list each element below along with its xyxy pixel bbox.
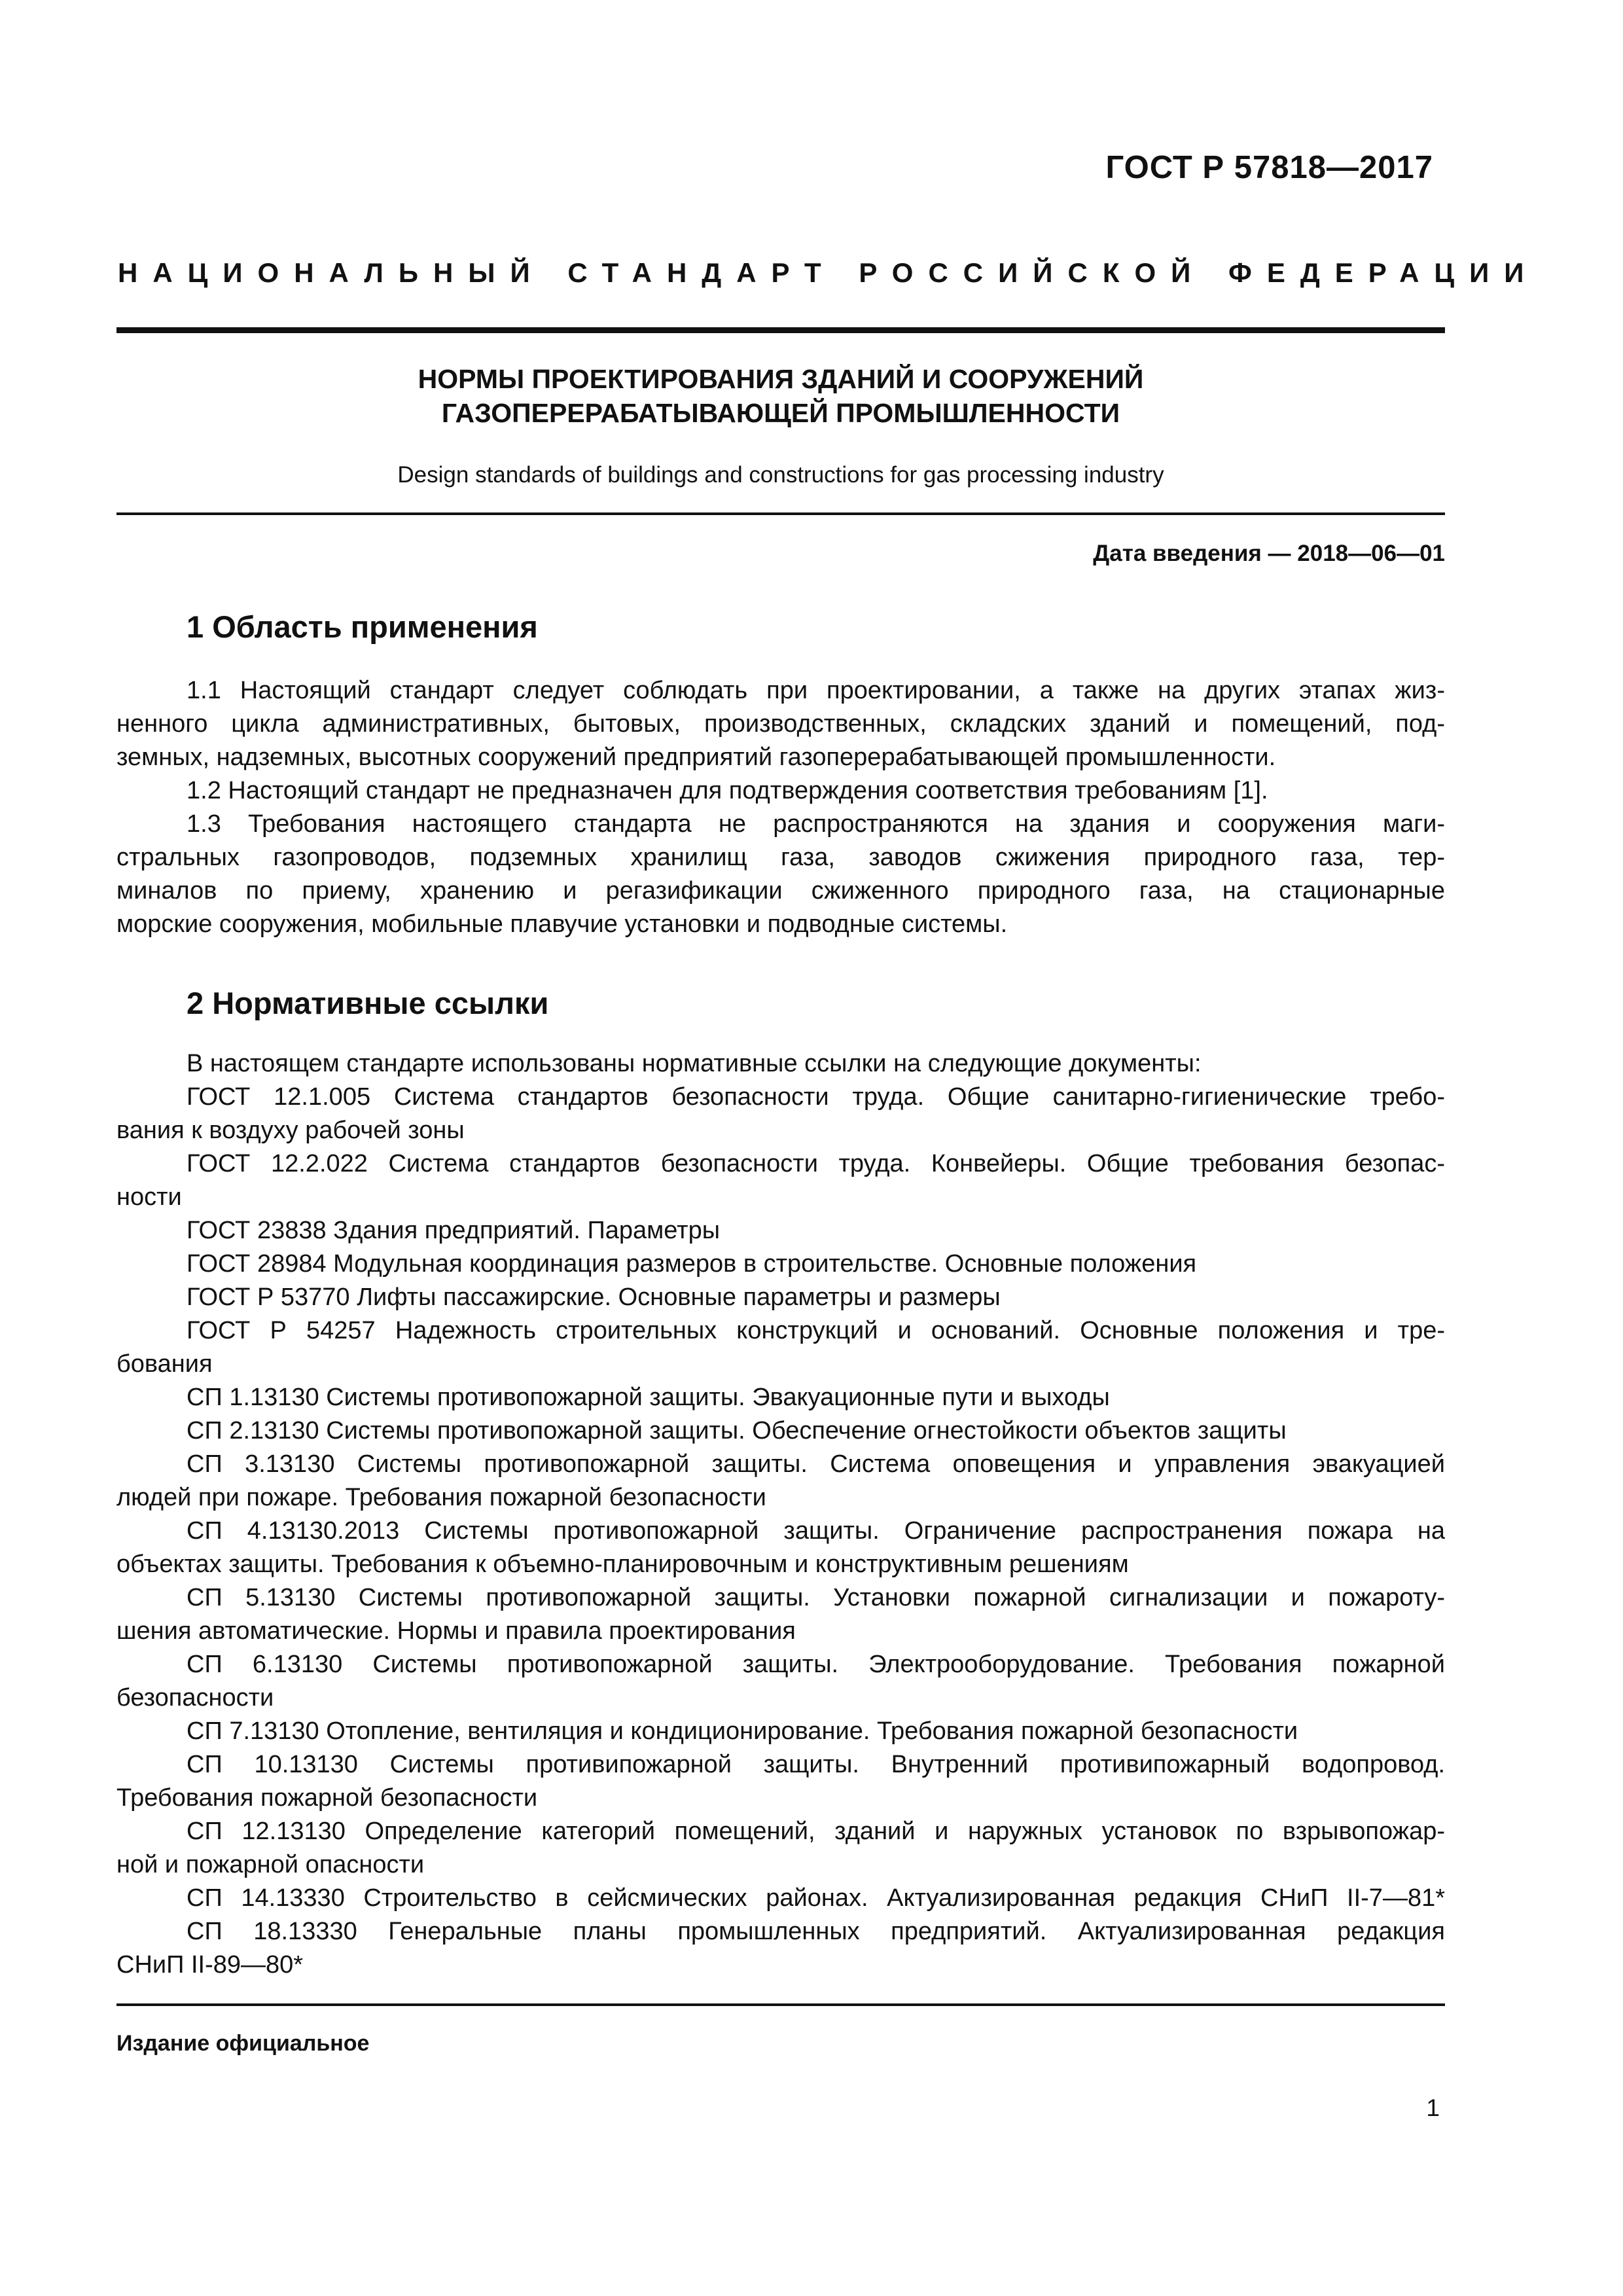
reference-line: ГОСТ Р 54257 Надежность строительных конструкций и оснований. Основные положения и тре- xyxy=(187,1317,1445,1344)
doc-number: ГОСТ Р 57818—2017 xyxy=(1105,150,1433,185)
reference-line: СП 1.13130 Системы противопожарной защиты. Эвакуационные пути и выходы xyxy=(187,1384,1110,1411)
paragraph-line: миналов по приему, хранению и регазификации сжиженного природного газа, на стационарные xyxy=(116,877,1445,905)
reference-line: СП 4.13130.2013 Системы противопожарной защиты. Ограничение распространения пожара на xyxy=(187,1517,1445,1545)
paragraph-line: морские сооружения, мобильные плавучие установки и подводные системы. xyxy=(116,910,1008,938)
section-1-body xyxy=(116,674,1445,941)
reference-line: людей при пожаре. Требования пожарной безопасности xyxy=(116,1484,766,1511)
reference-line: СП 6.13130 Системы противопожарной защиты. Электрооборудование. Требования пожарной xyxy=(187,1651,1445,1678)
footer-divider xyxy=(116,2003,1445,2006)
paragraph-line: земных, надземных, высотных сооружений предприятий газоперерабатывающей промышленности. xyxy=(116,744,1276,771)
section-2-body xyxy=(116,1047,1445,1982)
document-title xyxy=(116,362,1445,430)
section-2-heading: 2 Нормативные ссылки xyxy=(187,986,549,1020)
paragraph-line: ненного цикла административных, бытовых, производственных, складских зданий и помещений, под- xyxy=(116,710,1445,738)
reference-line: бования xyxy=(116,1350,213,1378)
reference-line: СП 7.13130 Отопление, вентиляция и кондиционирование. Требования пожарной безопасности xyxy=(187,1717,1298,1745)
intro-date: Дата введения — 2018—06—01 xyxy=(1093,541,1445,566)
reference-line: СП 2.13130 Системы противопожарной защиты. Обеспечение огнестойкости объектов защиты xyxy=(187,1417,1287,1444)
title-line-2: ГАЗОПЕРЕРАБАТЫВАЮЩЕЙ ПРОМЫШЛЕННОСТИ xyxy=(441,398,1120,428)
reference-line: СП 14.13330 Строительство в сейсмических районах. Актуализированная редакция СНиП II-7—81* xyxy=(187,1884,1445,1912)
reference-line: Требования пожарной безопасности xyxy=(116,1784,538,1812)
section-1-heading: 1 Область применения xyxy=(187,609,538,644)
reference-line: ГОСТ 12.1.005 Система стандартов безопасности труда. Общие санитарно-гигиенические требо- xyxy=(187,1083,1445,1111)
paragraph-line: 1.3 Требования настоящего стандарта не распространяются на здания и сооружения маги- xyxy=(187,810,1445,838)
reference-line: объектах защиты. Требования к объемно-планировочным и конструктивным решениям xyxy=(116,1551,1129,1578)
reference-line: ной и пожарной опасности xyxy=(116,1851,425,1878)
reference-line: ГОСТ 23838 Здания предприятий. Параметры xyxy=(187,1217,721,1244)
reference-line: СНиП II-89—80* xyxy=(116,1951,304,1979)
title-line-1: НОРМЫ ПРОЕКТИРОВАНИЯ ЗДАНИЙ И СООРУЖЕНИЙ xyxy=(418,364,1144,394)
page-number: 1 xyxy=(1426,2094,1440,2121)
paragraph-line: 1.1 Настоящий стандарт следует соблюдать при проектировании, а также на других этапах жиз- xyxy=(187,677,1445,704)
edition-label: Издание официальное xyxy=(116,2031,370,2056)
reference-line: СП 5.13130 Системы противопожарной защиты. Установки пожарной сигнализации и пожароту- xyxy=(187,1584,1445,1611)
divider-thick xyxy=(116,327,1445,333)
series-title: НАЦИОНАЛЬНЫЙ СТАНДАРТ РОССИЙСКОЙ ФЕДЕРАЦИИ xyxy=(118,257,1539,288)
reference-line: СП 18.13330 Генеральные планы промышленных предприятий. Актуализированная редакция xyxy=(187,1918,1445,1945)
reference-line: СП 3.13130 Системы противопожарной защиты. Система оповещения и управления эвакуацией xyxy=(187,1450,1445,1478)
reference-line: СП 10.13130 Системы противипожарной защиты. Внутренний противипожарный водопровод. xyxy=(187,1751,1445,1778)
paragraph-line: стральных газопроводов, подземных хранилищ газа, заводов сжижения природного газа, тер- xyxy=(116,844,1445,871)
reference-line: СП 12.13130 Определение категорий помещений, зданий и наружных установок по взрывопожар- xyxy=(187,1818,1445,1845)
paragraph-line: 1.2 Настоящий стандарт не предназначен для подтверждения соответствия требованиям [1]. xyxy=(187,777,1268,804)
reference-line: В настоящем стандарте использованы нормативные ссылки на следующие документы: xyxy=(187,1050,1202,1077)
divider-thin xyxy=(116,512,1445,515)
reference-line: шения автоматические. Нормы и правила проектирования xyxy=(116,1617,796,1645)
title-english: Design standards of buildings and constructions for gas processing industry xyxy=(397,462,1164,488)
reference-line: ности xyxy=(116,1183,182,1211)
reference-line: ГОСТ Р 53770 Лифты пассажирские. Основные параметры и размеры xyxy=(187,1283,1001,1311)
reference-line: безопасности xyxy=(116,1684,274,1712)
reference-line: вания к воздуху рабочей зоны xyxy=(116,1117,465,1144)
reference-line: ГОСТ 12.2.022 Система стандартов безопасности труда. Конвейеры. Общие требования безопас- xyxy=(187,1150,1445,1177)
reference-line: ГОСТ 28984 Модульная координация размеров в строительстве. Основные положения xyxy=(187,1250,1197,1278)
